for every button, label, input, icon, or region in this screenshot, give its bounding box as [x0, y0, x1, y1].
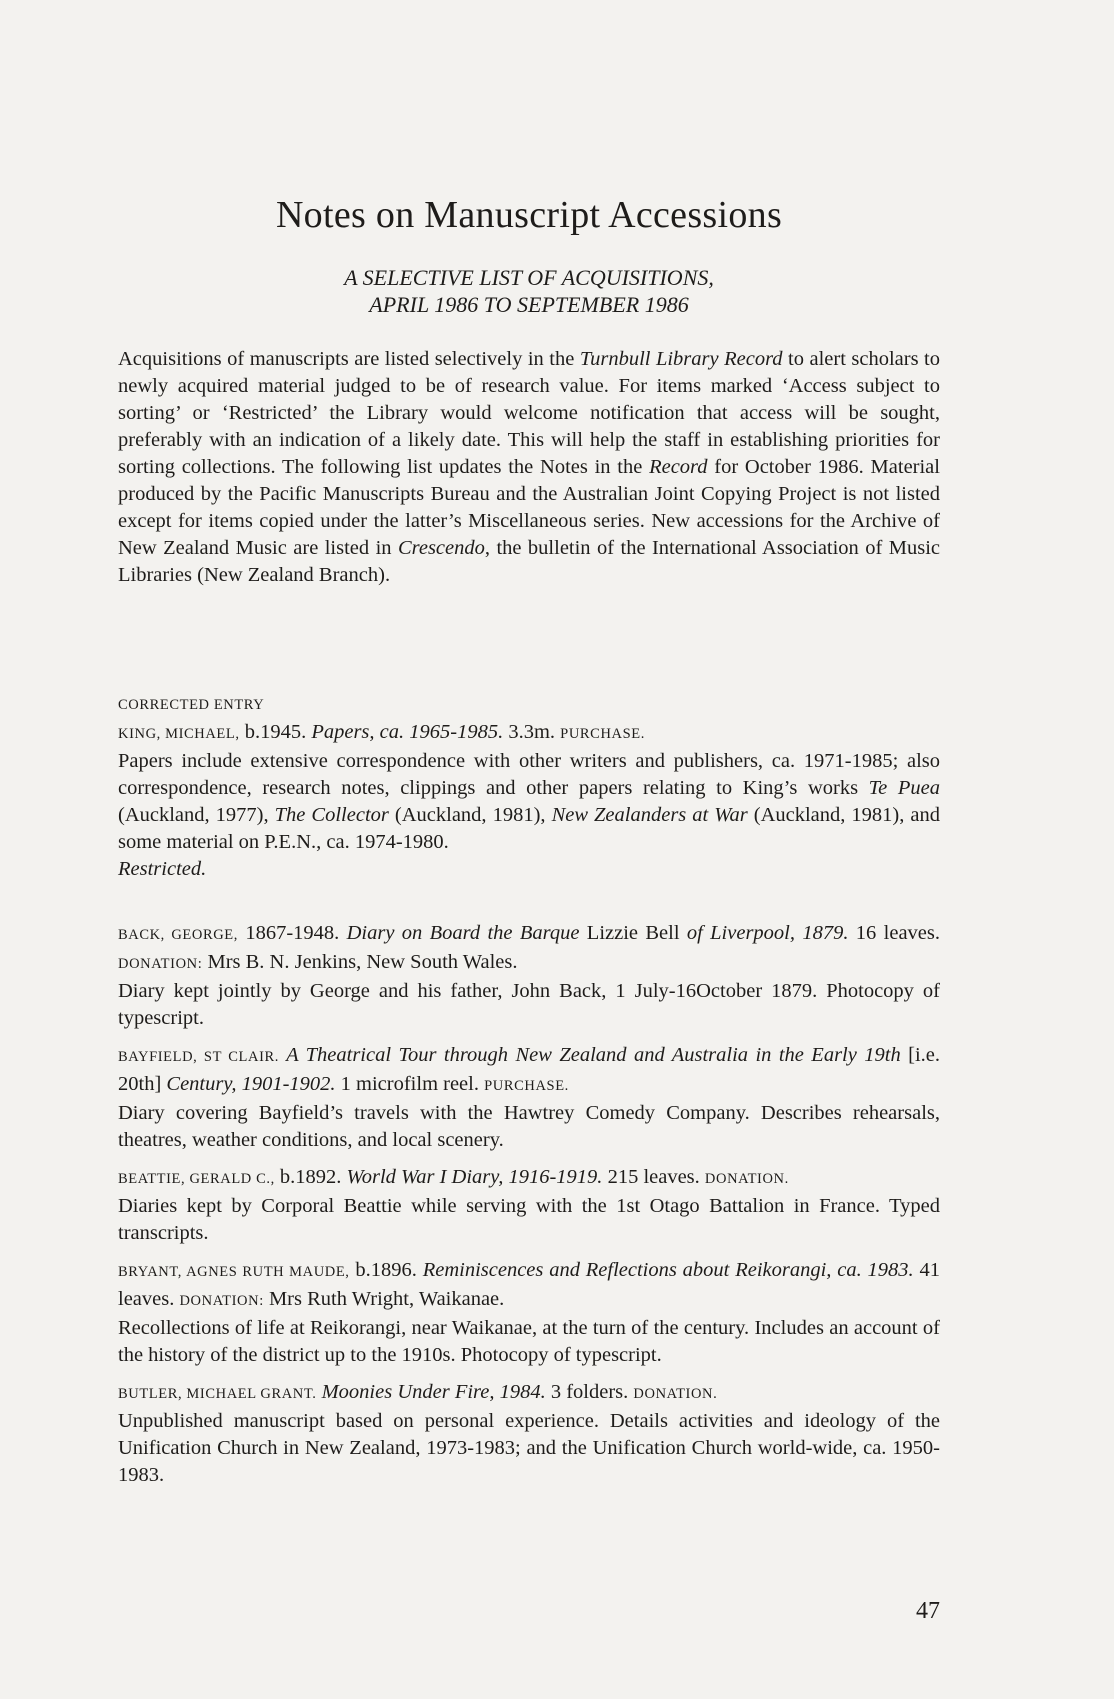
entry-extent: 41 leaves. — [118, 1259, 940, 1310]
entry-source: DONATION: — [118, 956, 203, 972]
entry-dates: 1867-1948. — [237, 922, 347, 944]
entry-heading — [118, 1164, 940, 1193]
entry-title-cont: Century, 1901-1902. — [166, 1073, 336, 1095]
entry-source: DONATION: — [179, 1293, 264, 1309]
entry-extent: 16 leaves. — [848, 922, 940, 944]
intro-text-1: Acquisitions of manuscripts are listed selectively in the — [118, 348, 580, 370]
entry-dates: b.1896. — [349, 1259, 423, 1281]
spacer — [118, 1247, 940, 1257]
entry-title: A Theatrical Tour through New Zealand and Australia in the Early 19th — [279, 1044, 901, 1066]
entry-name: BUTLER, MICHAEL GRANT. — [118, 1386, 317, 1402]
entry-title: Diary on Board the Barque — [346, 922, 580, 944]
entry-heading — [118, 920, 940, 978]
entry-title: Moonies Under Fire, 1984. — [316, 1381, 546, 1403]
entry-description: Diary kept jointly by George and his father, John Back, 1 July-16October 1879. Photocopy of typescript. — [118, 980, 940, 1029]
desc-text: (Auckland, 1981), and some material on P.E.N., ca. 1974-1980. — [118, 804, 940, 853]
spacer — [118, 1032, 940, 1042]
entry-description: Diary covering Bayfield’s travels with the Hawtrey Comedy Company. Describes rehearsals, theatres, weather conditions, and local scenery. — [118, 1102, 940, 1151]
intro-text-2: to alert scholars to newly acquired material judged to be of research value. For items marked ‘Access subject to sorting’ or ‘Restricted’ the Library would welcome notification that access will be sought, preferably with an indication of a likely date. This will help the staff in establishing priorities for sorting collections. The following list updates the Notes in the — [118, 348, 941, 478]
entry-restriction: Restricted. — [118, 858, 207, 880]
entry-bracket: [i.e. 20th] — [118, 1044, 941, 1095]
entry-extent: 3.3m. — [503, 721, 561, 743]
entry-source: DONATION. — [704, 1171, 789, 1187]
entry-source: PURCHASE. — [484, 1078, 569, 1094]
entry-name: KING, MICHAEL, — [118, 726, 240, 742]
ship-name: Lizzie Bell — [579, 922, 687, 944]
entry-description: Recollections of life at Reikorangi, near Waikanae, at the turn of the century. Includes an account of the history of the district up to the 1910s. Photocopy of typescript. — [118, 1317, 940, 1366]
work-title: New Zealanders at War — [551, 804, 748, 826]
entry-description — [118, 748, 940, 856]
entry-heading — [118, 1379, 940, 1408]
entry-title-cont: of Liverpool, 1879. — [686, 922, 849, 944]
intro-paragraph — [118, 346, 940, 589]
entry-name: BAYFIELD, ST CLAIR. — [118, 1049, 280, 1065]
work-title: Te Puea — [868, 777, 940, 799]
accession-list — [118, 692, 940, 1489]
entry-title: Reminiscences and Reflections about Reikorangi, ca. 1983. — [422, 1259, 914, 1281]
intro-text-4: , the bulletin of the International Association of Music Libraries (New Zealand Branch). — [118, 537, 940, 586]
desc-text: (Auckland, 1977), — [118, 804, 275, 826]
entry-source: PURCHASE. — [560, 726, 645, 742]
entry-extent: 215 leaves. — [602, 1166, 705, 1188]
entry-extent: 3 folders. — [545, 1381, 634, 1403]
spacer — [118, 1369, 940, 1379]
intro-italic-record: Record — [649, 456, 708, 478]
spacer — [118, 1154, 940, 1164]
intro-italic-crescendo: Crescendo — [397, 537, 485, 559]
work-title: The Collector — [274, 804, 389, 826]
entry-description: Unpublished manuscript based on personal experience. Details activities and ideology of the Unification Church in New Zealand, 1973-1983; and the Unification Church world-wide, ca. 1950-1983. — [118, 1410, 940, 1486]
entry-name: BRYANT, AGNES RUTH MAUDE, — [118, 1264, 350, 1280]
intro-italic-turnbull: Turnbull Library Record — [579, 348, 783, 370]
entry-extent: 1 microfilm reel. — [335, 1073, 485, 1095]
entry-bryant — [118, 1257, 940, 1369]
entry-back — [118, 920, 940, 1032]
entry-king — [118, 719, 940, 883]
subtitle-line-1: A SELECTIVE LIST OF ACQUISITIONS, — [344, 265, 714, 290]
page-subtitle — [118, 264, 940, 318]
entry-title: Papers, ca. 1965-1985. — [311, 721, 504, 743]
entry-dates: b.1892. — [274, 1166, 347, 1188]
entry-heading — [118, 1257, 940, 1315]
desc-text: (Auckland, 1981), — [388, 804, 552, 826]
entry-name: BACK, GEORGE, — [118, 927, 238, 943]
page-number: 47 — [916, 1598, 940, 1624]
entry-name: BEATTIE, GERALD C., — [118, 1171, 275, 1187]
entry-beattie — [118, 1164, 940, 1247]
desc-text: Papers include extensive correspondence with other writers and publishers, ca. 1971-1985; also correspondence, research notes, clippings and other papers relating to King’s works — [118, 750, 940, 799]
entry-donor: Mrs B. N. Jenkins, New South Wales. — [202, 951, 518, 973]
entry-description: Diaries kept by Corporal Beattie while serving with the 1st Otago Battalion in France. Typed transcripts. — [118, 1195, 940, 1244]
spacer — [118, 883, 940, 920]
entry-source: DONATION. — [633, 1386, 718, 1402]
subtitle-line-2: APRIL 1986 TO SEPTEMBER 1986 — [369, 292, 689, 317]
entry-bayfield — [118, 1042, 940, 1154]
entry-dates: b.1945. — [239, 721, 312, 743]
entry-heading — [118, 719, 940, 748]
intro-text-3: for October 1986. Material produced by the Pacific Manuscripts Bureau and the Australian Joint Copying Project is not listed except for items copied under the latter’s Miscellaneous series. New accessions for the Archive of New Zealand Music are listed in — [118, 456, 940, 559]
entry-donor: Mrs Ruth Wright, Waikanae. — [263, 1288, 505, 1310]
entry-butler — [118, 1379, 940, 1489]
page-title: Notes on Manuscript Accessions — [275, 194, 783, 236]
corrected-entry-label: CORRECTED ENTRY — [118, 697, 265, 713]
entry-title: World War I Diary, 1916-1919. — [346, 1166, 603, 1188]
entry-heading — [118, 1042, 940, 1100]
